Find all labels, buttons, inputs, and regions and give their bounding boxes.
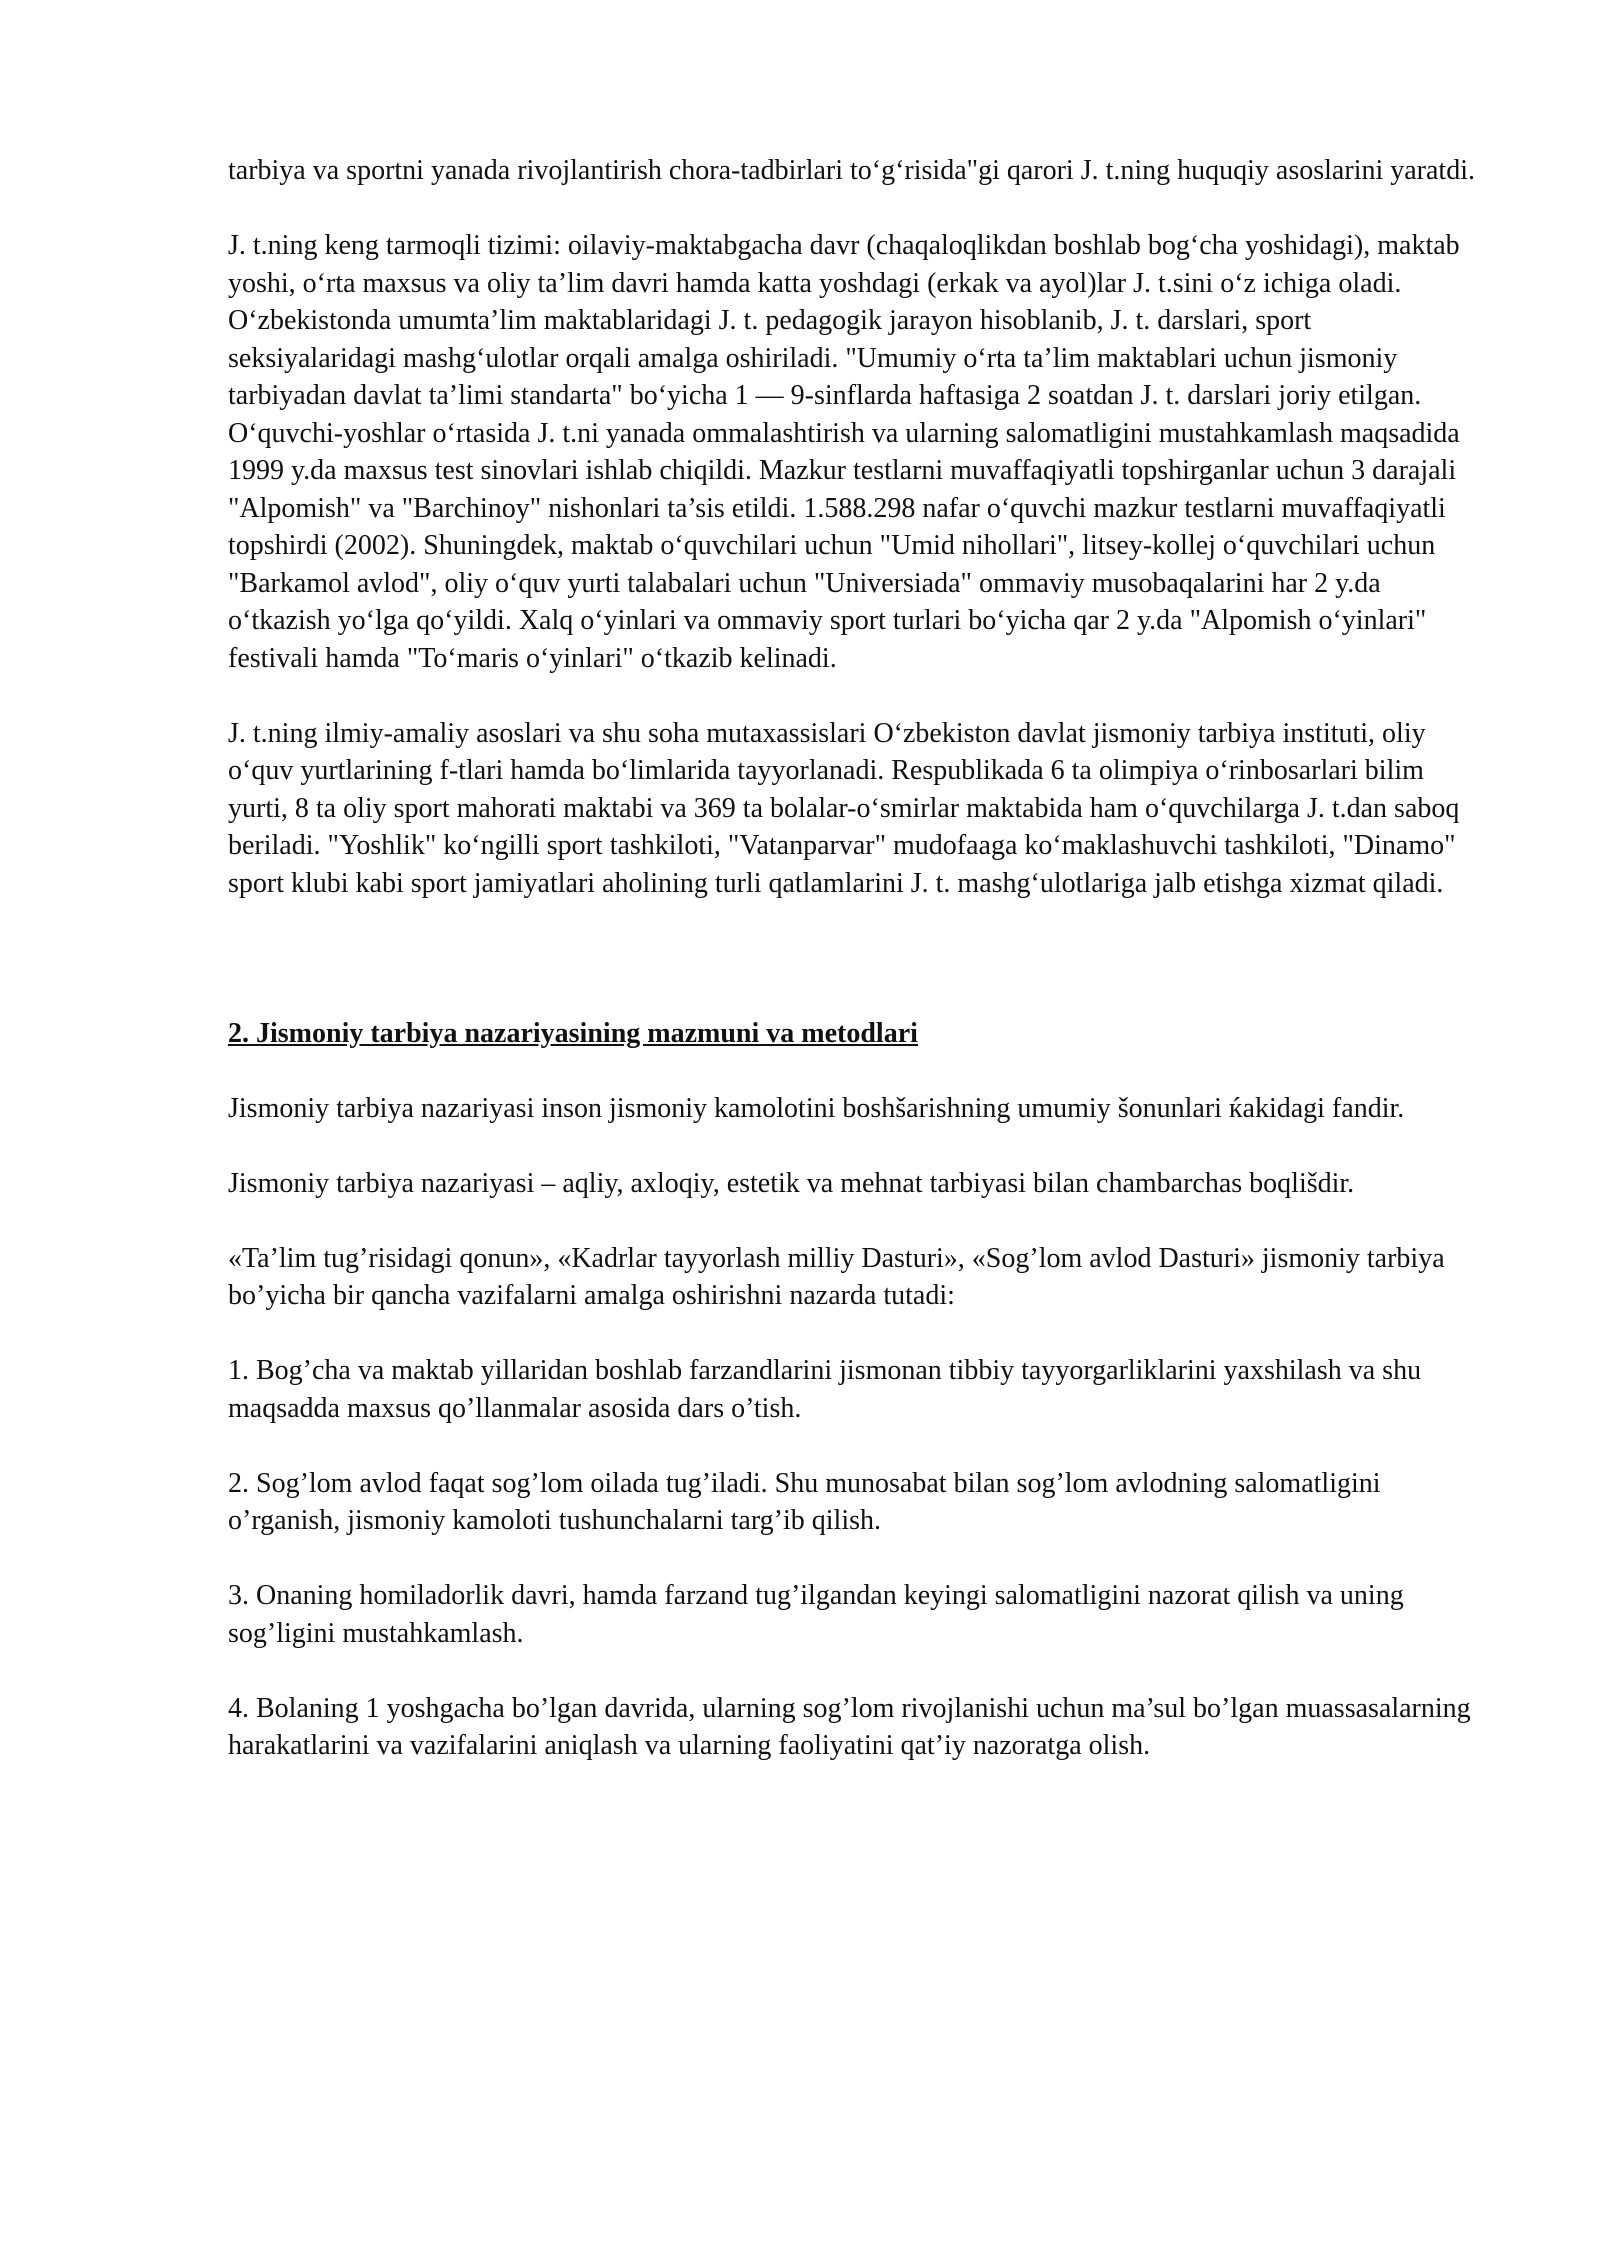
paragraph-section-3: «Ta’lim tug’risidagi qonun», «Kadrlar tayyorlash milliy Dasturi», «Sog’lom avlod Dasturi» jismoniy tarbiya bo’yicha bir qancha vazifalarni amalga oshirishni nazarda tutadi:: [228, 1242, 1445, 1311]
list-item-2: 2. Sog’lom avlod faqat sog’lom oilada tug’iladi. Shu munosabat bilan sog’lom avlodning salomatligini o’rganish, jismoniy kamoloti tushunchalarni targ’ib qilish.: [228, 1467, 1381, 1536]
list-item-4: 4. Bolaning 1 yoshgacha bo’lgan davrida, ularning sog’lom rivojlanishi uchun ma’sul bo’lgan muassasalarning harakatlarini va vazifalarini aniqlash va ularning faoliyatini qat’iy nazoratga olish.: [228, 1692, 1471, 1761]
paragraph-top-3: J. t.ning ilmiy-amaliy asoslari va shu soha mutaxassislari O‘zbekiston davlat jismoniy tarbiya instituti, oliy o‘quv yurtlarining f-tlari hamda bo‘limlarida tayyorlanadi. Respublikada 6 ta olimpiya o‘rinbosarlari bilim yurti, 8 ta oliy sport mahorati maktabi va 369 ta bolalar-o‘smirlar maktabida ham o‘quvchilarga J. t.dan saboq beriladi. "Yoshlik" ko‘ngilli sport tashkiloti, "Vatanparvar" mudofaaga ko‘maklashuvchi tashkiloti, "Dinamo" sport klubi kabi sport jamiyatlari aholining turli qatlamlarini J. t. mashg‘ulotlariga jalb etishga xizmat qiladi.: [228, 717, 1460, 899]
paragraph-top-1: tarbiya va sportni yanada rivojlantirish chora-tadbirlari to‘g‘risida"gi qarori J. t.ning huquqiy asoslarini yaratdi.: [228, 155, 1475, 186]
section-heading: 2. Jismoniy tarbiya nazariyasining mazmuni va metodlari: [228, 1017, 918, 1049]
paragraph-section-1: Jismoniy tarbiya nazariyasi inson jismoniy kamolotini boshšarishning umumiy šonunlari ќakidagi fandir.: [228, 1092, 1405, 1124]
paragraph-section-2: Jismoniy tarbiya nazariyasi – aqliy, axloqiy, estetik va mehnat tarbiyasi bilan chambarchas boqlišdir.: [228, 1167, 1355, 1199]
list-item-3: 3. Onaning homiladorlik davri, hamda farzand tug’ilgandan keyingi salomatligini nazorat qilish va uning sog’ligini mustahkamlash.: [228, 1580, 1404, 1649]
paragraph-top-2: J. t.ning keng tarmoqli tizimi: oilaviy-maktabgacha davr (chaqaloqlikdan boshlab bog‘cha yoshidagi), maktab yoshi, o‘rta maxsus va oliy ta’lim davri hamda katta yoshdagi (erkak va ayol)lar J. t.sini o‘z ichiga oladi. O‘zbekistonda umumta’lim maktablaridagi J. t. pedagogik jarayon hisoblanib, J. t. darslari, sport seksiyalaridagi mashg‘ulotlar orqali amalga oshiriladi. "Umumiy o‘rta ta’lim maktablari uchun jismoniy tarbiyadan davlat ta’limi standarta" bo‘yicha 1 — 9-sinflarda haftasiga 2 soatdan J. t. darslari joriy etilgan. O‘quvchi-yoshlar o‘rtasida J. t.ni yanada ommalashtirish va ularning salomatligini mustahkamlash maqsadida 1999 y.da maxsus test sinovlari ishlab chiqildi. Mazkur testlarni muvaffaqiyatli topshirganlar uchun 3 darajali "Alpomish" va "Barchinoy" nishonlari ta’sis etildi. 1.588.298 nafar o‘quvchi mazkur testlarni muvaffaqiyatli topshirdi (2002). Shuningdek, maktab o‘quvchilari uchun "Umid nihollari", litsey-kollej o‘quvchilari uchun "Barkamol avlod", oliy o‘quv yurti talabalari uchun "Universiada" ommaviy musobaqalarini har 2 y.da o‘tkazish yo‘lga qo‘yildi. Xalq o‘yinlari va ommaviy sport turlari bo‘yicha qar 2 y.da "Alpomish o‘yinlari" festivali hamda "To‘maris o‘yinlari" o‘tkazib kelinadi.: [228, 230, 1460, 674]
document-body: [228, 152, 1478, 1802]
list-item-1: 1. Bog’cha va maktab yillaridan boshlab farzandlarini jismonan tibbiy tayyorgarliklarini yaxshilash va shu maqsadda maxsus qo’llanmalar asosida dars o’tish.: [228, 1355, 1422, 1424]
section-spacer: [228, 940, 1478, 1015]
